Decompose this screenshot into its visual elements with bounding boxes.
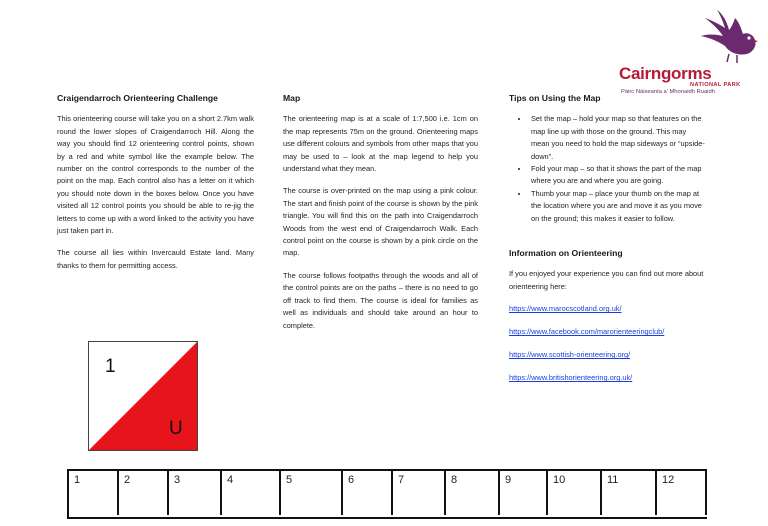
- answer-box-3[interactable]: 3: [169, 471, 222, 515]
- tips-column: [509, 92, 705, 395]
- tip-item: • Thumb your map – place your thumb on the map at the location where you are and move it as you move on the ground; this makes it easier to follow.: [529, 188, 705, 225]
- info-text: If you enjoyed your experience you can find out more about orienteering here:: [509, 269, 704, 291]
- capercaillie-bird-icon: [699, 6, 759, 64]
- answer-box-5[interactable]: 5: [281, 471, 343, 515]
- marker-letter: U: [169, 418, 183, 439]
- intro-title: Craigendarroch Orienteering Challenge: [57, 93, 218, 103]
- answer-box-9[interactable]: 9: [500, 471, 548, 515]
- logo-subtitle: NATIONAL PARK: [690, 82, 741, 88]
- info-title: Information on Orienteering: [509, 248, 623, 259]
- map-paragraph-3: The course follows footpaths through the woods and all of the control points are on the paths – there is no need to go off track to find them. The course is ideal for families as well as individuals and should take around an hour to complete.: [283, 270, 478, 330]
- map-paragraph-1: The orienteering map is at a scale of 1:7,500 i.e. 1cm on the map represents 75m on the ground. Orienteering maps use different colours and symbols from other maps that you may be used to – look at the map legend to help you understand what they mean.: [283, 114, 478, 174]
- link-maroc-scotland[interactable]: https://www.marocscotland.org.uk/: [509, 304, 622, 314]
- tip-item: • Fold your map – so that it shows the part of the map where you are and where you are going.: [529, 163, 705, 188]
- intro-paragraph-2: The course all lies within Invercauld Estate land. Many thanks to them for permitting access.: [57, 248, 254, 270]
- answer-box-7[interactable]: 7: [393, 471, 446, 515]
- answer-boxes: [67, 469, 707, 519]
- map-column: [283, 92, 478, 342]
- answer-box-4[interactable]: 4: [222, 471, 281, 515]
- answer-box-10[interactable]: 10: [548, 471, 602, 515]
- tips-title: Tips on Using the Map: [509, 93, 601, 103]
- answer-box-6[interactable]: 6: [343, 471, 393, 515]
- tip-item: • Set the map – hold your map so that features on the map line up with those on the ground. This may mean you need to hold the map sideways or “upside-down”.: [529, 113, 705, 163]
- control-marker-example: [88, 341, 198, 451]
- answer-box-1[interactable]: 1: [69, 471, 119, 515]
- map-title: Map: [283, 93, 301, 103]
- answer-box-8[interactable]: 8: [446, 471, 500, 515]
- logo-wordmark: Cairngorms: [619, 64, 712, 83]
- cairngorms-logo: [617, 6, 757, 96]
- link-facebook-mar[interactable]: https://www.facebook.com/marorienteeringclub/: [509, 327, 665, 337]
- intro-paragraph-1: This orienteering course will take you on a short 2.7km walk round the lower slopes of Craigendarroch Hill. Along the way you should find 12 orienteering control points, shown by a red and white symbol like the example below. The number on the control corresponds to the number of the point on the map. Each control also has a letter on it which you should note down in the boxes below. Once you have visited all 12 control points you should be able to re-jig the letters to come up with a word linked to the activity you have just taken part in.: [57, 114, 254, 236]
- marker-number: 1: [105, 356, 116, 377]
- tips-list: [509, 113, 705, 225]
- logo-gaelic: Pàirc Nàiseanta a' Mhonaidh Ruaidh: [621, 89, 715, 95]
- answer-box-2[interactable]: 2: [119, 471, 169, 515]
- map-paragraph-2: The course is over-printed on the map using a pink colour. The start and finish point of the course is shown by the pink triangle. You will find this on the path into Craigendarroch Woods from the west end of Craigendarroch Walk. Each control point on the course is shown by a pink circle on the map.: [283, 186, 478, 258]
- intro-column: [57, 92, 254, 282]
- link-scottish-orienteering[interactable]: https://www.scottish-orienteering.org/: [509, 350, 631, 360]
- link-british-orienteering[interactable]: https://www.britishorienteering.org.uk/: [509, 373, 633, 383]
- answer-box-11[interactable]: 11: [602, 471, 657, 515]
- answer-box-12[interactable]: 12: [657, 471, 707, 515]
